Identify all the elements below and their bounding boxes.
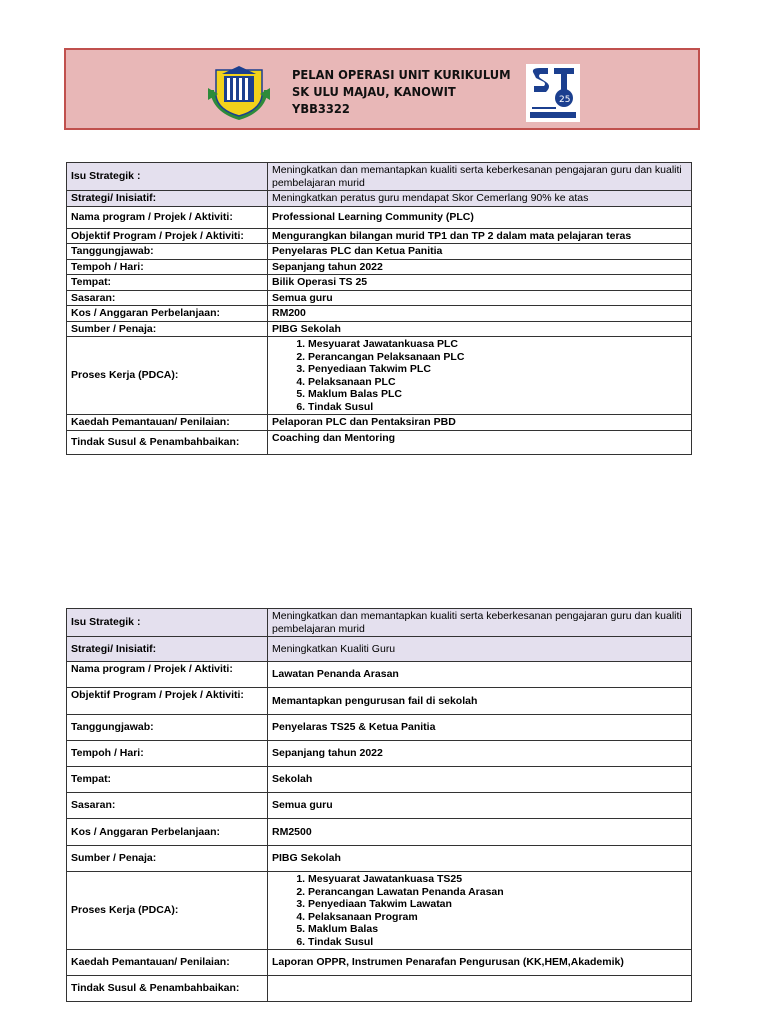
table-row [67,715,692,741]
label-sasaran: Sasaran: [67,793,268,819]
value-sumber: PIBG Sekolah [268,846,692,872]
value-tempoh: Sepanjang tahun 2022 [268,741,692,767]
label-nama: Nama program / Projek / Aktiviti: [67,662,268,688]
table-row [67,306,692,322]
value-strategi: Meningkatkan Kualiti Guru [268,637,692,662]
value-sasaran: Semua guru [268,290,692,306]
value-tindak: Coaching dan Mentoring [268,430,692,454]
label-tempat: Tempat: [67,767,268,793]
table-row [67,793,692,819]
banner-title [292,66,511,117]
label-tindak: Tindak Susul & Penambahbaikan: [67,976,268,1002]
proses-list [272,338,687,413]
table-row [67,430,692,454]
value-sumber: PIBG Sekolah [268,321,692,337]
list-item: 4. Pelaksanaan PLC [308,376,687,389]
table-row [67,337,692,415]
list-item: 2. Perancangan Lawatan Penanda Arasan [308,886,687,899]
label-sumber: Sumber / Penaja: [67,321,268,337]
value-kaedah: Pelaporan PLC dan Pentaksiran PBD [268,415,692,431]
value-kos: RM2500 [268,819,692,846]
value-objektif: Mengurangkan bilangan murid TP1 dan TP 2 dalam mata pelajaran teras [268,228,692,244]
table-row [67,290,692,306]
table-row [67,767,692,793]
value-isu: Meningkatkan dan memantapkan kualiti serta keberkesanan pengajaran guru dan kualiti pembelajaran murid [268,163,692,191]
table-row [67,872,692,950]
table-row [67,415,692,431]
label-objektif: Objektif Program / Projek / Aktiviti: [67,228,268,244]
label-strategi: Strategi/ Inisiatif: [67,191,268,207]
label-isu: Isu Strategik : [67,163,268,191]
table-row [67,163,692,191]
school-crest-icon [206,60,272,122]
table-row [67,637,692,662]
label-tempat: Tempat: [67,275,268,291]
list-item: 5. Maklum Balas [308,923,687,936]
proses-list [272,873,687,948]
title-line-2: SK ULU MAJAU, KANOWIT [292,84,456,99]
table-row [67,191,692,207]
value-proses [268,872,692,950]
label-kaedah: Kaedah Pemantauan/ Penilaian: [67,950,268,976]
table-row [67,846,692,872]
plan-table-plc [66,162,692,455]
label-strategi: Strategi/ Inisiatif: [67,637,268,662]
table-row [67,228,692,244]
list-item: 1. Mesyuarat Jawatankuasa PLC [308,338,687,351]
value-strategi: Meningkatkan peratus guru mendapat Skor Cemerlang 90% ke atas [268,191,692,207]
value-nama: Lawatan Penanda Arasan [268,662,692,688]
table-row [67,321,692,337]
label-proses: Proses Kerja (PDCA): [67,337,268,415]
label-sasaran: Sasaran: [67,290,268,306]
label-proses: Proses Kerja (PDCA): [67,872,268,950]
value-proses [268,337,692,415]
title-line-3: YBB3322 [292,101,350,116]
value-sasaran: Semua guru [268,793,692,819]
table-row [67,206,692,228]
table-row [67,609,692,637]
value-kaedah: Laporan OPPR, Instrumen Penarafan Pengurusan (KK,HEM,Akademik) [268,950,692,976]
label-nama: Nama program / Projek / Aktiviti: [67,206,268,228]
title-line-1: PELAN OPERASI UNIT KURIKULUM [292,67,511,82]
value-tanggungjawab: Penyelaras PLC dan Ketua Panitia [268,244,692,260]
label-tempoh: Tempoh / Hari: [67,741,268,767]
label-kos: Kos / Anggaran Perbelanjaan: [67,819,268,846]
label-isu: Isu Strategik : [67,609,268,637]
header-banner [64,48,700,130]
value-isu: Meningkatkan dan memantapkan kualiti serta keberkesanan pengajaran guru dan kualiti pembelajaran murid [268,609,692,637]
table-row [67,819,692,846]
value-tanggungjawab: Penyelaras TS25 & Ketua Panitia [268,715,692,741]
table-row [67,275,692,291]
label-kos: Kos / Anggaran Perbelanjaan: [67,306,268,322]
label-tanggungjawab: Tanggungjawab: [67,244,268,260]
table-row [67,950,692,976]
label-objektif: Objektif Program / Projek / Aktiviti: [67,688,268,715]
svg-text:25: 25 [559,95,571,105]
value-kos: RM200 [268,306,692,322]
table-row [67,741,692,767]
value-nama: Professional Learning Community (PLC) [268,206,692,228]
value-tempat: Bilik Operasi TS 25 [268,275,692,291]
list-item: 5. Maklum Balas PLC [308,388,687,401]
table-row [67,244,692,260]
table-row [67,662,692,688]
list-item: 2. Perancangan Pelaksanaan PLC [308,351,687,364]
list-item: 6. Tindak Susul [308,401,687,414]
value-tindak [268,976,692,1002]
list-item: 6. Tindak Susul [308,936,687,949]
label-tindak: Tindak Susul & Penambahbaikan: [67,430,268,454]
ts25-logo-icon [526,64,580,122]
list-item: 3. Penyediaan Takwim Lawatan [308,898,687,911]
table-row [67,259,692,275]
label-tanggungjawab: Tanggungjawab: [67,715,268,741]
table-row [67,976,692,1002]
plan-table-lawatan [66,608,692,1002]
table-row [67,688,692,715]
label-sumber: Sumber / Penaja: [67,846,268,872]
value-tempat: Sekolah [268,767,692,793]
label-tempoh: Tempoh / Hari: [67,259,268,275]
list-item: 4. Pelaksanaan Program [308,911,687,924]
label-kaedah: Kaedah Pemantauan/ Penilaian: [67,415,268,431]
value-tempoh: Sepanjang tahun 2022 [268,259,692,275]
value-objektif: Memantapkan pengurusan fail di sekolah [268,688,692,715]
list-item: 3. Penyediaan Takwim PLC [308,363,687,376]
list-item: 1. Mesyuarat Jawatankuasa TS25 [308,873,687,886]
